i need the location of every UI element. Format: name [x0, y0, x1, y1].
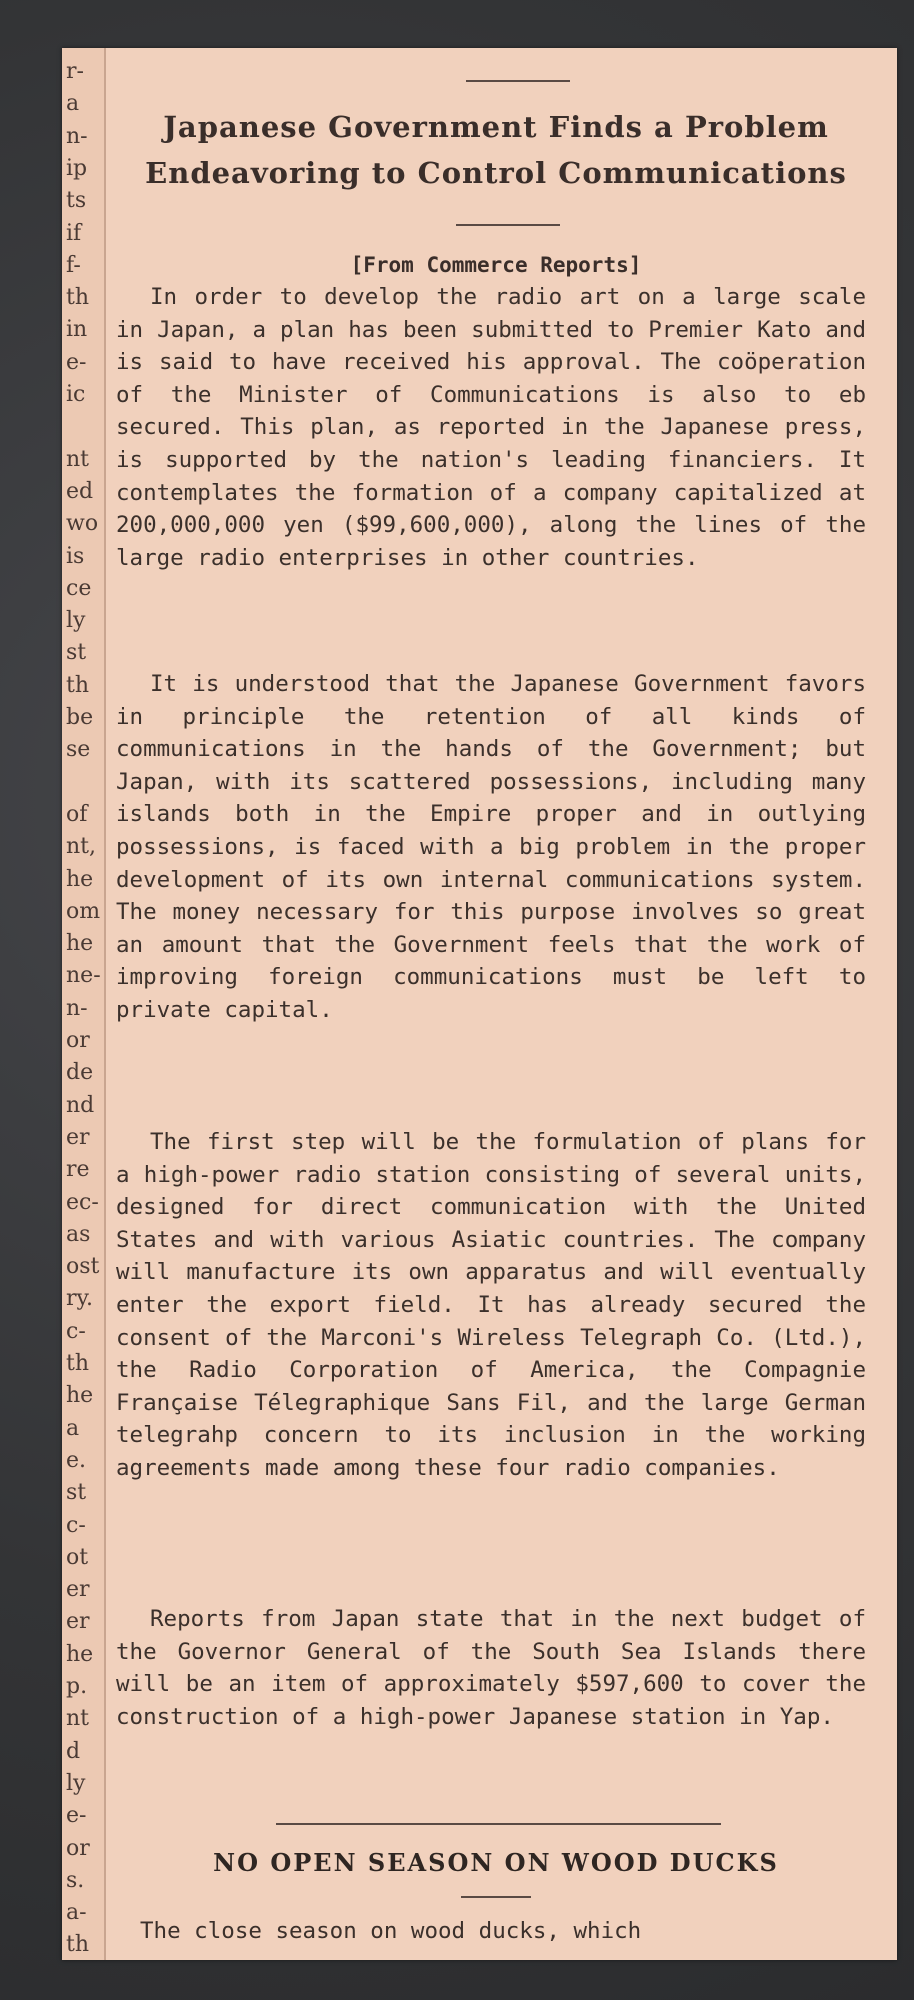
- source-line: [From Commerce Reports]: [350, 253, 642, 277]
- stub-fragment: st: [66, 1480, 87, 1506]
- stub-fragment: in: [66, 317, 88, 343]
- stub-fragment: he: [66, 866, 94, 892]
- stub-fragment: f-: [66, 252, 81, 278]
- stub-fragment: re: [66, 1157, 90, 1183]
- stub-fragment: nt,: [66, 834, 97, 860]
- stub-fragment: ost: [66, 1254, 100, 1280]
- stub-fragment: he: [66, 931, 94, 957]
- stub-fragment: ly: [66, 608, 86, 634]
- headline-line-1: Japanese Government Finds a Problem: [163, 110, 829, 144]
- stub-fragment: d: [66, 1738, 81, 1764]
- stub-fragment: th: [66, 1351, 90, 1376]
- stub-fragment: n-: [66, 995, 88, 1021]
- stub-fragment: nt: [66, 1706, 90, 1732]
- stub-fragment: c-: [66, 1512, 86, 1538]
- stub-fragment: ic: [66, 382, 86, 407]
- top-rule: [466, 80, 570, 82]
- article-column: [116, 48, 886, 1960]
- stub-fragment: ed: [66, 478, 94, 504]
- stub-fragment: e-: [66, 349, 87, 375]
- stub-fragment: er: [66, 1577, 90, 1603]
- stub-fragment: ly: [66, 1770, 86, 1796]
- stub-fragment: be: [66, 705, 94, 730]
- stub-fragment: th: [66, 672, 90, 698]
- stub-fragment: ne-: [66, 963, 101, 989]
- stub-fragment: e.: [66, 1447, 87, 1473]
- stub-fragment: s.: [66, 1867, 85, 1893]
- stub-fragment: a-: [66, 1900, 87, 1926]
- stub-fragment: nd: [66, 1092, 95, 1118]
- stub-fragment: a: [66, 91, 80, 117]
- stub-fragment: ts: [66, 188, 87, 214]
- stub-fragment: he: [66, 1641, 94, 1667]
- article-end-rule: [276, 1823, 721, 1825]
- stub-fragment: om: [66, 898, 101, 924]
- stub-fragment: or: [66, 1835, 90, 1861]
- stub-fragment: as: [66, 1221, 91, 1247]
- stub-fragment: se: [66, 737, 91, 763]
- stub-fragment: ot: [66, 1544, 89, 1570]
- stub-fragment: he: [66, 1383, 94, 1409]
- next-article-first-line: The close season on wood ducks, which: [140, 1918, 642, 1944]
- stub-fragment: ry.: [66, 1286, 94, 1312]
- stub-fragment: th: [66, 1932, 90, 1958]
- newspaper-clipping: [62, 48, 897, 1960]
- stub-fragment: n-: [66, 123, 88, 149]
- stub-fragment: th: [66, 285, 90, 311]
- paragraph-4: Reports from Japan state that in the next budget of the Governor General of the South Sea Islands there will be an item of approximately $597,600 to cover the construction of a high-power Japanese station in Yap.: [116, 1606, 866, 1730]
- adjacent-column-fragment: [62, 48, 106, 1960]
- stub-fragment: nt: [66, 446, 90, 472]
- next-article-headline: NO OPEN SEASON ON WOOD DUCKS: [213, 1848, 779, 1877]
- stub-fragment: p.: [66, 1674, 88, 1699]
- paragraph-1: In order to develop the radio art on a large scale in Japan, a plan has been submitted to Premier Kato and is said to have received his approval. The coöperation of the Minister of Communications is also to eb secured. This plan, as reported in the Japanese press, is supported by the nation's leading financiers. It contemplates the formation of a company capitalized at 200,000,000 yen ($99,600,000), along the lines of the large radio enterprises in other countries.: [116, 284, 866, 571]
- headline-rule: [456, 224, 560, 226]
- paragraph-3: The first step will be the formulation of plans for a high-power radio station consisting of several units, designed for direct communication with the United States and with various Asiatic countries. The company will manufacture its own apparatus and will eventually enter the export field. It has already secured the consent of the Marconi's Wireless Telegraph Co. (Ltd.), the Radio Corporation of America, the Compagnie Française Télegraphique Sans Fil, and the large German telegrahp concern to its inclusion in the working agreements made among these four radio companies.: [116, 1129, 866, 1481]
- stub-fragment: ce: [66, 575, 92, 601]
- stub-fragment: de: [66, 1060, 94, 1086]
- stub-fragment: ec-: [66, 1189, 99, 1215]
- stub-fragment: if: [66, 220, 82, 246]
- stub-fragment: er: [66, 1124, 90, 1150]
- stub-fragment: c-: [66, 1318, 86, 1344]
- stub-fragment: or: [66, 1028, 90, 1053]
- next-article-rule: [461, 1896, 531, 1898]
- stub-fragment: st: [66, 640, 87, 666]
- stub-fragment: r-: [66, 59, 84, 84]
- paragraph-2: It is understood that the Japanese Government favors in principle the retention of all kinds of communications in the hands of the Government; but Japan, with its scattered possessions, including many islands both in the Empire proper and in outlying possessions, is faced with a big problem in the proper development of its own internal communications system. The money necessary for this purpose involves so great an amount that the Government feels that the work of improving foreign communications must be left to private capital.: [116, 671, 866, 1023]
- stub-fragment: wo: [66, 511, 99, 537]
- stub-fragment: e-: [66, 1803, 87, 1829]
- stub-fragment: of: [66, 801, 88, 827]
- stub-fragment: ip: [66, 155, 88, 181]
- stub-fragment: er: [66, 1609, 90, 1635]
- headline-line-2: Endeavoring to Control Communications: [145, 156, 847, 190]
- stub-fragment: a: [66, 1415, 80, 1441]
- stub-fragment: is: [66, 543, 85, 569]
